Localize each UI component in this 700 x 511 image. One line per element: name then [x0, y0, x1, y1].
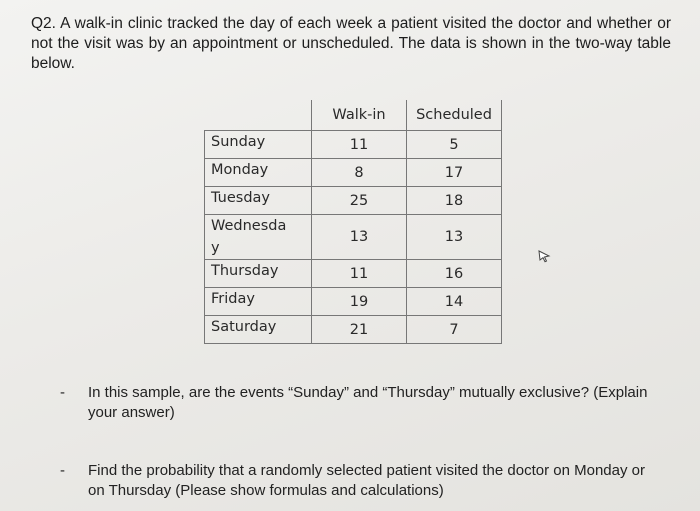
walk-in-value: 25 [312, 187, 407, 215]
header-walk-in: Walk-in [312, 100, 407, 131]
table-row [205, 131, 502, 159]
table-row [205, 187, 502, 215]
table-header-row [205, 100, 502, 131]
day-label-line1: Wednesda [211, 218, 287, 234]
scheduled-value: 18 [407, 187, 502, 215]
walk-in-value: 8 [312, 159, 407, 187]
sub-question-text: Find the probability that a randomly selected patient visited the doctor on Monday or on Thursday (Please show formulas and calculations) [88, 462, 645, 499]
walk-in-value: 13 [312, 215, 407, 260]
day-label: Friday [205, 288, 312, 316]
walk-in-value: 19 [312, 288, 407, 316]
sub-question-text: In this sample, are the events “Sunday” and “Thursday” mutually exclusive? (Explain your answer) [88, 384, 648, 421]
scheduled-value: 13 [407, 215, 502, 260]
walk-in-value: 11 [312, 260, 407, 288]
scheduled-value: 14 [407, 288, 502, 316]
day-label [205, 215, 312, 260]
scheduled-value: 7 [407, 316, 502, 344]
day-label-line2: y [211, 240, 220, 256]
sub-question-2 [60, 461, 660, 501]
day-label: Saturday [205, 316, 312, 344]
corner-cell [205, 100, 312, 131]
table-row [205, 260, 502, 288]
walk-in-value: 11 [312, 131, 407, 159]
table-row [205, 159, 502, 187]
sub-question-1 [60, 383, 660, 423]
table-row [205, 215, 502, 260]
question-text: Q2. A walk-in clinic tracked the day of each week a patient visited the doctor and whether or not the visit was by an appointment or unscheduled. The data is shown in the two-way table below. [31, 15, 671, 72]
table-row [205, 316, 502, 344]
header-scheduled: Scheduled [407, 100, 502, 131]
bullet-dash: - [60, 462, 65, 479]
day-label: Thursday [205, 260, 312, 288]
walk-in-value: 21 [312, 316, 407, 344]
scheduled-value: 17 [407, 159, 502, 187]
scheduled-value: 16 [407, 260, 502, 288]
bullet-dash: - [60, 384, 65, 401]
table-row [205, 288, 502, 316]
mouse-pointer-icon [537, 249, 551, 263]
scheduled-value: 5 [407, 131, 502, 159]
day-label: Tuesday [205, 187, 312, 215]
day-label: Sunday [205, 131, 312, 159]
day-label: Monday [205, 159, 312, 187]
two-way-table [204, 100, 502, 344]
